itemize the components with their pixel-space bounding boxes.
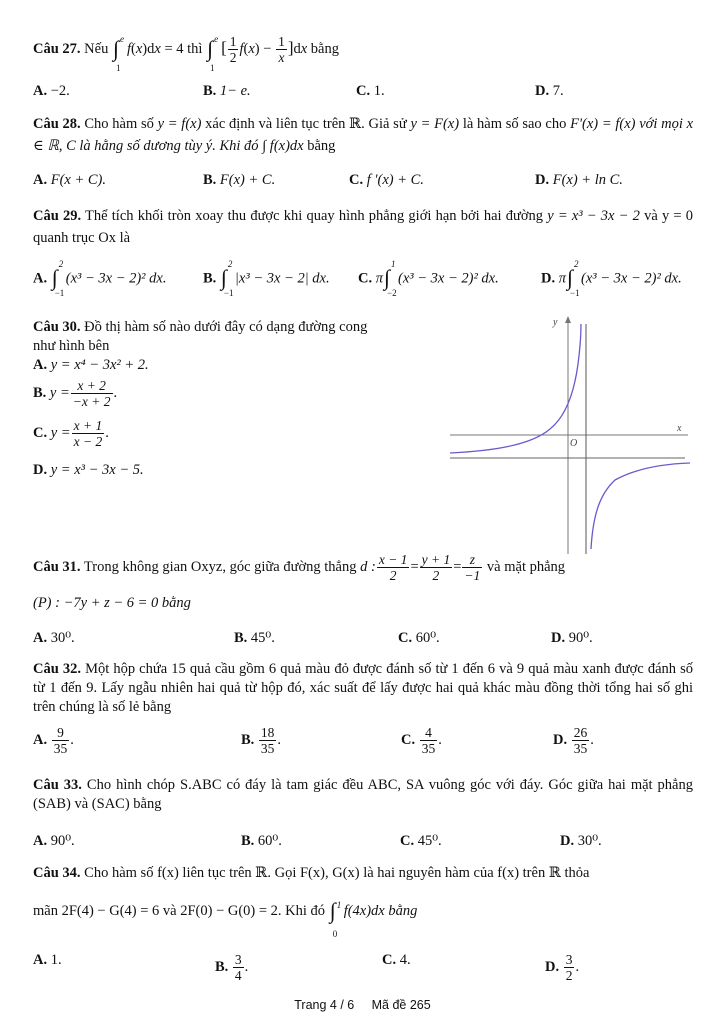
option-a[interactable]: A. F(x + C). — [33, 172, 107, 188]
question-number: Câu 28. — [33, 116, 81, 132]
option-c[interactable]: C. $\frac{4}{35}$ . — [401, 725, 442, 756]
option-b[interactable]: B. $\frac{18}{35}$ . — [241, 725, 282, 756]
question-number: Câu 34. — [33, 865, 81, 881]
y-axis-label: y — [553, 317, 558, 328]
question-number: Câu 29. — [33, 208, 82, 224]
question-27: Câu 27. Nếu ∫ e 1 f(x)dx = 4 thì ∫ e 1 [ $\frac{1}{2}$ f(x) − $\frac{1}{x}$ ]dx bằng — [33, 33, 339, 73]
option-d[interactable]: D. 30⁰. — [560, 833, 602, 849]
question-34: Câu 34. Cho hàm số f(x) liên tục trên ℝ. Gọi F(x), G(x) là hai nguyên hàm của f(x) trên ℝ thỏa — [33, 865, 590, 881]
option-b[interactable]: B. F(x) + C. — [203, 172, 276, 188]
question-number: Câu 30. — [33, 319, 81, 335]
question-number: Câu 31. — [33, 558, 81, 575]
integral-sign: ∫ e 1 — [112, 33, 124, 73]
option-b[interactable]: B. 1− e. — [203, 83, 251, 99]
answer-options-31 — [33, 630, 693, 652]
question-number: Câu 32. — [33, 661, 81, 677]
x-axis-label: x — [677, 423, 682, 434]
question-number: Câu 27. — [33, 40, 81, 57]
question-31-line2: (P) : −7y + z − 6 = 0 bằng — [33, 595, 191, 611]
answer-options-29 — [33, 259, 693, 298]
curve-right-branch — [591, 463, 690, 549]
question-32: Câu 32. Một hộp chứa 15 quả cầu gồm 6 quả màu đỏ được đánh số từ 1 đến 6 và 9 quả màu xanh được đánh số từ 1 đến 9. Lấy ngẫu nhiên hai quả từ hộp đó, xác suất để lấy được hai quả khác màu đồng thời tổng hai số ghi trên chúng là số lẻ bằng — [33, 661, 693, 715]
answer-options-32 — [33, 725, 693, 765]
curve-left-branch — [450, 324, 581, 453]
function-graph — [450, 314, 695, 554]
question-29: Câu 29. Thể tích khối tròn xoay thu được khi quay hình phẳng giới hạn bởi hai đường y = x³ − 3x − 2 và y = 0 quanh trục Ox là — [33, 208, 694, 246]
origin-label: O — [570, 438, 578, 449]
option-a[interactable]: A. 30⁰. — [33, 630, 75, 646]
option-b[interactable]: B. ∫ 2 −1 |x³ − 3x − 2| dx. — [203, 259, 330, 298]
option-c[interactable]: C. 60⁰. — [398, 630, 440, 646]
option-d[interactable]: D. 90⁰. — [551, 630, 593, 646]
option-a[interactable]: A. 90⁰. — [33, 833, 75, 849]
option-a[interactable]: A. −2. — [33, 83, 70, 99]
answer-options-27 — [33, 83, 693, 105]
answer-options-28 — [33, 172, 693, 194]
integral-sign: ∫ e 1 — [207, 33, 219, 73]
option-c[interactable]: C. y = $\frac{x + 1}{x - 2}$ . — [33, 418, 109, 449]
question-number: Câu 33. — [33, 777, 82, 793]
option-c[interactable]: C. 45⁰. — [400, 833, 442, 849]
option-d[interactable]: D. y = x³ − 3x − 5. — [33, 462, 144, 478]
option-b[interactable]: B. $\frac{3}{4}$ . — [215, 952, 249, 983]
question-31: Câu 31. Trong không gian Oxyz, góc giữa đường thẳng d : $\frac{x - 1}{2}$ = $\frac{y + 1}{2}$ = $\frac{z}{-1}$ và mặt phẳng — [33, 552, 566, 583]
option-b[interactable]: B. 60⁰. — [241, 833, 282, 849]
question-34-line2: mãn 2F(4) − G(4) = 6 và 2F(0) − G(0) = 2. Khi đó ∫ 1 0 f(4x)dx bằng — [33, 897, 418, 939]
question-30: Câu 30. Đồ thị hàm số nào dưới đây có dạng đường cong như hình bên — [33, 319, 368, 354]
option-c[interactable]: C. π ∫ 1 −2 (x³ − 3x − 2)² dx. — [358, 259, 499, 298]
integral-sign: ∫ 1 0 — [329, 897, 342, 939]
option-c[interactable]: C. f '(x) + C. — [349, 172, 424, 188]
question-28: Câu 28. Cho hàm số y = f(x) xác định và liên tục trên ℝ. Giả sử y = F(x) là hàm số sao cho F'(x) = f(x) với mọi x ∈ ℝ, C là hằng số dương tùy ý. Khi đó ∫ f(x)dx bằng — [33, 116, 694, 154]
option-d[interactable]: D. 7. — [535, 83, 564, 99]
option-d[interactable]: D. F(x) + ln C. — [535, 172, 623, 188]
option-a[interactable]: A. $\frac{9}{35}$ . — [33, 725, 74, 756]
answer-options-33 — [33, 833, 693, 855]
y-axis-arrow — [565, 316, 571, 323]
option-c[interactable]: C. 1. — [356, 83, 385, 99]
option-b[interactable]: B. y = $\frac{x + 2}{-x + 2}$ . — [33, 378, 118, 409]
option-d[interactable]: D. $\frac{3}{2}$ . — [545, 952, 580, 983]
option-b[interactable]: B. 45⁰. — [234, 630, 275, 646]
question-33: Câu 33. Cho hình chóp S.ABC có đáy là tam giác đều ABC, SA vuông góc với đáy. Góc giữa hai mặt phẳng (SAB) và (SAC) bằng — [33, 777, 693, 812]
option-d[interactable]: D. $\frac{26}{35}$ . — [553, 725, 594, 756]
page-number: Trang 4 / 6 — [294, 998, 355, 1012]
option-c[interactable]: C. 4. — [382, 952, 411, 968]
option-a[interactable]: A. 1. — [33, 952, 62, 968]
page-footer — [0, 998, 725, 1012]
option-a[interactable]: A. ∫ 2 −1 (x³ − 3x − 2)² dx. — [33, 259, 167, 298]
option-d[interactable]: D. π ∫ 2 −1 (x³ − 3x − 2)² dx. — [541, 259, 682, 298]
answer-options-34 — [33, 952, 693, 988]
option-a[interactable]: A. y = x⁴ − 3x² + 2. — [33, 357, 149, 373]
exam-code: Mã đề 265 — [371, 998, 431, 1012]
